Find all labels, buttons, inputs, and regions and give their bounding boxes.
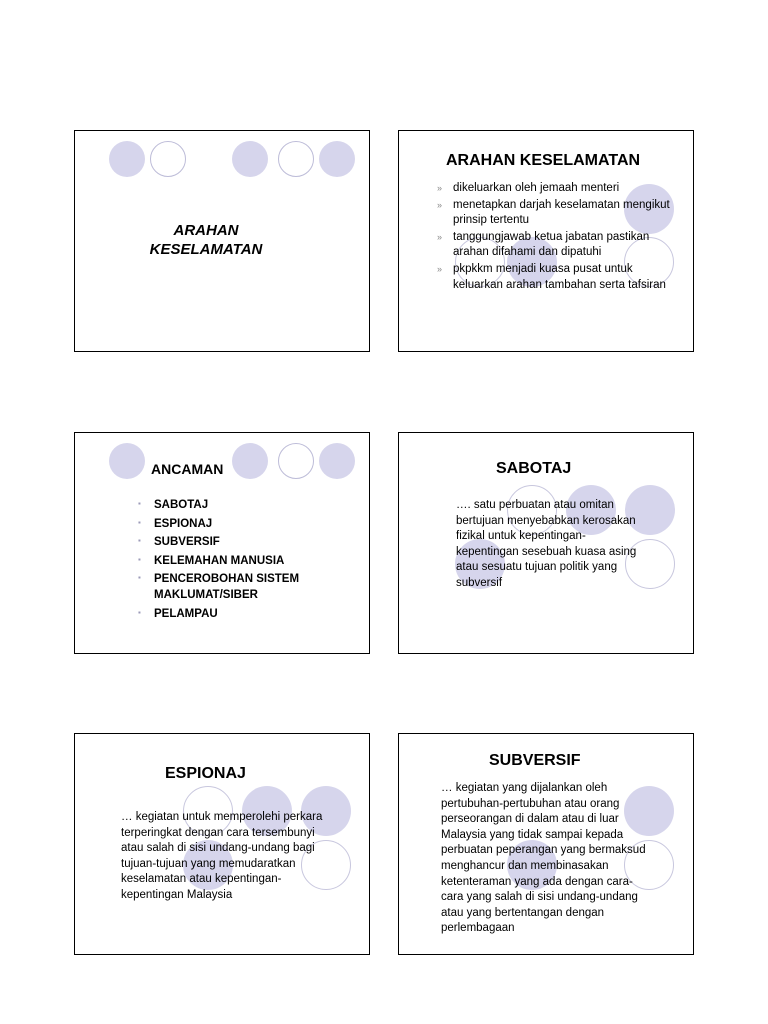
bullet-marker: » [437,199,443,210]
list-item-text: dikeluarkan oleh jemaah menteri [453,182,620,194]
bullet-marker: » [437,183,443,193]
bullet-marker: ▪ [138,499,141,508]
slide-body [138,498,368,625]
slide-title: ARAHAN KESELAMATAN [446,152,641,169]
list-item [437,262,677,293]
slide-5 [74,733,370,955]
decor-circle [232,141,268,177]
slide-title: SABOTAJ [496,460,572,477]
decor-circle [150,141,186,177]
decor-circle [278,443,314,479]
list-item [138,607,368,623]
bullet-marker: ▪ [138,517,141,527]
decor-circle [278,141,314,177]
list-item-text: KELEMAHAN MANUSIA [154,554,285,567]
slide-2 [398,130,694,352]
slide-title: ESPIONAJ [165,765,246,782]
list-item [437,230,677,261]
bullet-marker: » [437,263,443,274]
list-item-text: PELAMPAU [154,607,218,620]
slide-3 [74,432,370,654]
list-item-text: tanggungjawab ketua jabatan pastikan arahan difahami dan dipatuhi [453,230,650,259]
list-item-text: pkpkkm menjadi kuasa pusat untuk keluarkan arahan tambahan serta tafsiran [453,262,666,291]
list-item [138,498,368,514]
list-item-text: SABOTAJ [154,499,209,511]
list-item [437,198,677,229]
decor-circle [109,443,145,479]
bullet-marker: ▪ [138,607,141,617]
slide-body: …. satu perbuatan atau omitan bertujuan menyebabkan kerosakan fizikal untuk kepentingan-kepentingan sesebuah kuasa asing atau sesuatu tujuan politik yang subversif [456,499,637,589]
decor-circle [109,141,145,177]
slide-body [437,181,677,294]
decor-circle [319,141,355,177]
slide-4 [398,432,694,654]
list-item-text: SUBVERSIF [154,536,220,549]
bullet-marker: » [437,231,443,242]
slide-title: SUBVERSIF [489,752,581,769]
list-item [138,554,368,570]
list-item [437,181,677,197]
list-item-text: menetapkan darjah keselamatan mengikut prinsip tertentu [453,198,670,227]
slide-body: … kegiatan untuk memperolehi perkara terperingkat dengan cara tersembunyi atau salah di sisi undang-undang bagi tujuan-tujuan yang memudaratkan keselamatan atau kepentingan-kepentingan Malaysia [121,811,323,901]
list-item [138,517,368,533]
list-item-text: ESPIONAJ [154,517,213,530]
decor-circle [232,443,268,479]
slide-title: ARAHAN KESELAMATAN [149,222,263,258]
list-item [138,572,368,603]
list-item-text: PENCEROBOHAN SISTEM MAKLUMAT/SIBER [154,573,300,601]
slide-title: ANCAMAN [151,461,224,477]
decor-circle [319,443,355,479]
bullet-marker: ▪ [138,554,141,564]
bullet-marker: ▪ [138,573,141,583]
slide-6 [398,733,694,955]
slide-body: … kegiatan yang dijalankan oleh pertubuhan-pertubuhan atau orang perseorangan di dalam atau di luar Malaysia yang tidak sampai kepada perbuatan peperangan yang bermaksud menghancur dan membinasakan ketenteraman yang ada dengan cara-cara yang salah di sisi undang-undang atau yang bertentangan dengan perlembagaan [441,782,646,935]
bullet-marker: ▪ [138,536,141,546]
list-item [138,535,368,551]
slide-1 [74,130,370,352]
